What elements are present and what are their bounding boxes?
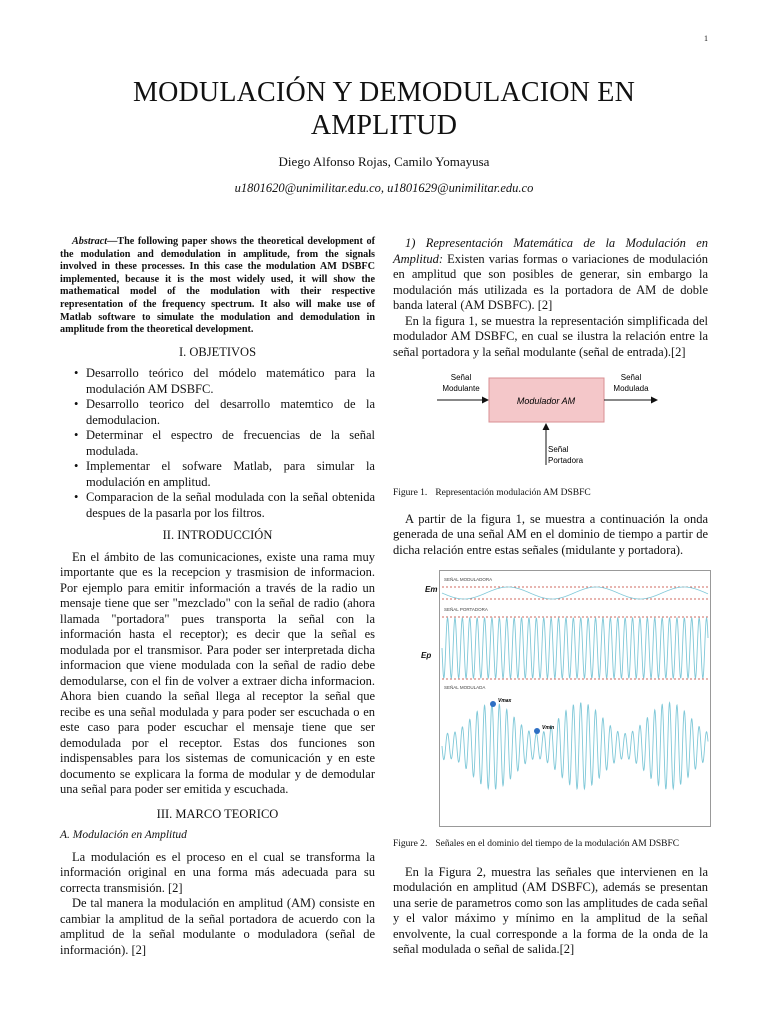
vmin-marker (534, 728, 540, 734)
abstract (60, 236, 375, 337)
subsubsection-label: 1) Representación Matemática de la Modulación en Amplitud: (393, 236, 708, 266)
carrier-label-1: Señal (548, 445, 569, 454)
page-number: 1 (704, 34, 708, 43)
input-label-1: Señal (450, 373, 472, 382)
modulator-wave-path (442, 587, 708, 599)
list-item: • Desarrollo teórico del módelo matemático para la modulación AM DSBFC. (74, 366, 375, 397)
paper-title (0, 76, 768, 142)
section-heading-introduccion: II. INTRODUCCIÓN (162, 528, 273, 543)
panel-2-title: SEÑAL PORTADORA (444, 607, 488, 612)
title-line-2: AMPLITUD (310, 110, 458, 141)
ep-label: Ep (421, 651, 432, 660)
abstract-label: Abstract (72, 236, 108, 247)
fig2-discussion-paragraph: En la Figura 2, muestra las señales que intervienen en la modulación en amplitud (AM DSBFC), además se presentan una serie de parametros como son las amplitudes de cada señal y el valor máximo y mínimo en la amplitud de la señal envolvente, la cual corresponde a la forma de la onda de la señal modulada o señal de salida.[2] (393, 864, 708, 956)
author-emails: u1801620@unimilitar.edu.co, u1801629@unimilitar.edu.co (234, 181, 534, 195)
figure-2-caption-label: Figure 2. (393, 839, 428, 849)
objectives-list (60, 366, 375, 521)
right-column (393, 236, 708, 958)
fig2-intro-paragraph: A partir de la figura 1, se muestra a continuación la onda generada de una señal AM en el dominio de tiempo a partir de dicha relación entre estas señales (midulante y portadora). (393, 511, 708, 557)
panel-3-title: SEÑAL MODULADA (444, 685, 486, 690)
list-item: • Comparacion de la señal modulada con la señal obtenida despues de la pasarla por los filtros. (74, 490, 375, 521)
input-label-2: Modulante (442, 384, 480, 393)
fig1-intro-paragraph: En la figura 1, se muestra la representación simplificada del modulador AM DSBFC, en cual se ilustra la relación entre la señal portadora y la señal modulante (señal de entrada).[2] (393, 313, 708, 359)
left-column (60, 236, 375, 958)
figure-2-caption (393, 837, 708, 853)
carrier-label-2: Portadora (548, 456, 584, 465)
em-label: Em (425, 585, 438, 594)
carrier-wave-path (442, 618, 708, 678)
figure-1-block-diagram (393, 370, 708, 480)
subsubsection-paragraph (393, 236, 708, 314)
modulated-wave-path (442, 703, 708, 789)
abstract-text: —The following paper shows the theoretical development of the modulation and demodulation in amplitude, from the signals involved in these processes. In this case the modulation AM DSBFC implemented, because it is the most widely used, it will show the mathematical model of the modulation with their respective representation of the frequency spectrum. It also will make use of Matlab software to simulate the modulation and demodulation in amplitude from the theoretical development. (60, 236, 375, 336)
output-label-2: Modulada (613, 384, 649, 393)
output-label-1: Señal (620, 373, 642, 382)
intro-paragraph: En el ámbito de las comunicaciones, existe una rama muy importante que es la recepcion y trasmision de informacion. Por ejemplo para emitir información a través de la radio un mensaje tiene que ser "mezclado" con la señal de radio (ahora llamada "portadora" pues transporta la señal con la información hasta el receptor); es decir que la señal es modulada por el transmisor. Para poder ser interpretada dicha informacion que viene modulada con la señal de radio debe demodularse, con el fin de volver a extraer dicha informacion. Ahora bien cuando la señal llega al receptor la señal que recibe es una señal modulada y para poder ser escuchada o en este caso para poder escuchar el mensaje tiene que ser demodulada por el receptor. Estas dos funciones son indispensables para los sistemas de comunicación y en este documento se explicara la forma de modular y de demodular una señal para poder ser emitida y escuchada. (60, 549, 375, 797)
title-line-1: MODULACIÓN Y DEMODULACION EN (132, 77, 636, 108)
section-heading-objetivos: I. OBJETIVOS (178, 344, 257, 359)
subsection-heading: A. Modulación en Amplitud (60, 829, 187, 842)
figure-1-caption-label: Figure 1. (393, 488, 428, 498)
figure-1-caption-text: Representación modulación AM DSBFC (435, 488, 591, 498)
figure-2-time-domain-signals (439, 570, 711, 827)
list-item: • Desarrollo teorico del desarrollo matemtico de la demodulacion. (74, 397, 375, 428)
vmax-marker (490, 701, 496, 707)
figure-2-caption-text: Señales en el dominio del tiempo de la modulación AM DSBFC (435, 839, 680, 849)
marco-paragraph-2: De tal manera la modulación en amplitud (AM) consiste en cambiar la amplitud de la señal portadora de acuerdo con la amplitud de la señal modulante o moduladora (señal de información). [2] (60, 896, 375, 957)
vmax-label: Vmax (498, 698, 512, 704)
section-heading-marco-teorico: III. MARCO TEORICO (156, 806, 279, 821)
figure-2-wrapper (393, 570, 708, 827)
list-item: • Implementar el sofware Matlab, para simular la modulación en amplitud. (74, 459, 375, 490)
modulator-box-label: Modulador AM (516, 396, 576, 406)
authors: Diego Alfonso Rojas, Camilo Yomayusa (278, 154, 490, 169)
subsubsection-text: Existen varias formas o variaciones de modulación en amplitud que son posibles de generar, sin embargo la modulación más utilizada es la portadora de AM de doble banda lateral (AM DSBFC). [2] (393, 251, 708, 312)
figure-1-caption (393, 486, 708, 502)
vmin-label: Vmin (542, 725, 555, 731)
panel-1-title: SEÑAL MODULADORA (444, 577, 493, 582)
list-item: • Determinar el espectro de frecuencias de la señal modulada. (74, 428, 375, 459)
carrier-signal (442, 617, 708, 679)
modulated-signal (442, 703, 708, 789)
modulator-signal (442, 587, 708, 599)
marco-paragraph-1: La modulación es el proceso en el cual se transforma la información original en una forma más adecuada para su correcta transmisión. [2] (60, 849, 375, 895)
